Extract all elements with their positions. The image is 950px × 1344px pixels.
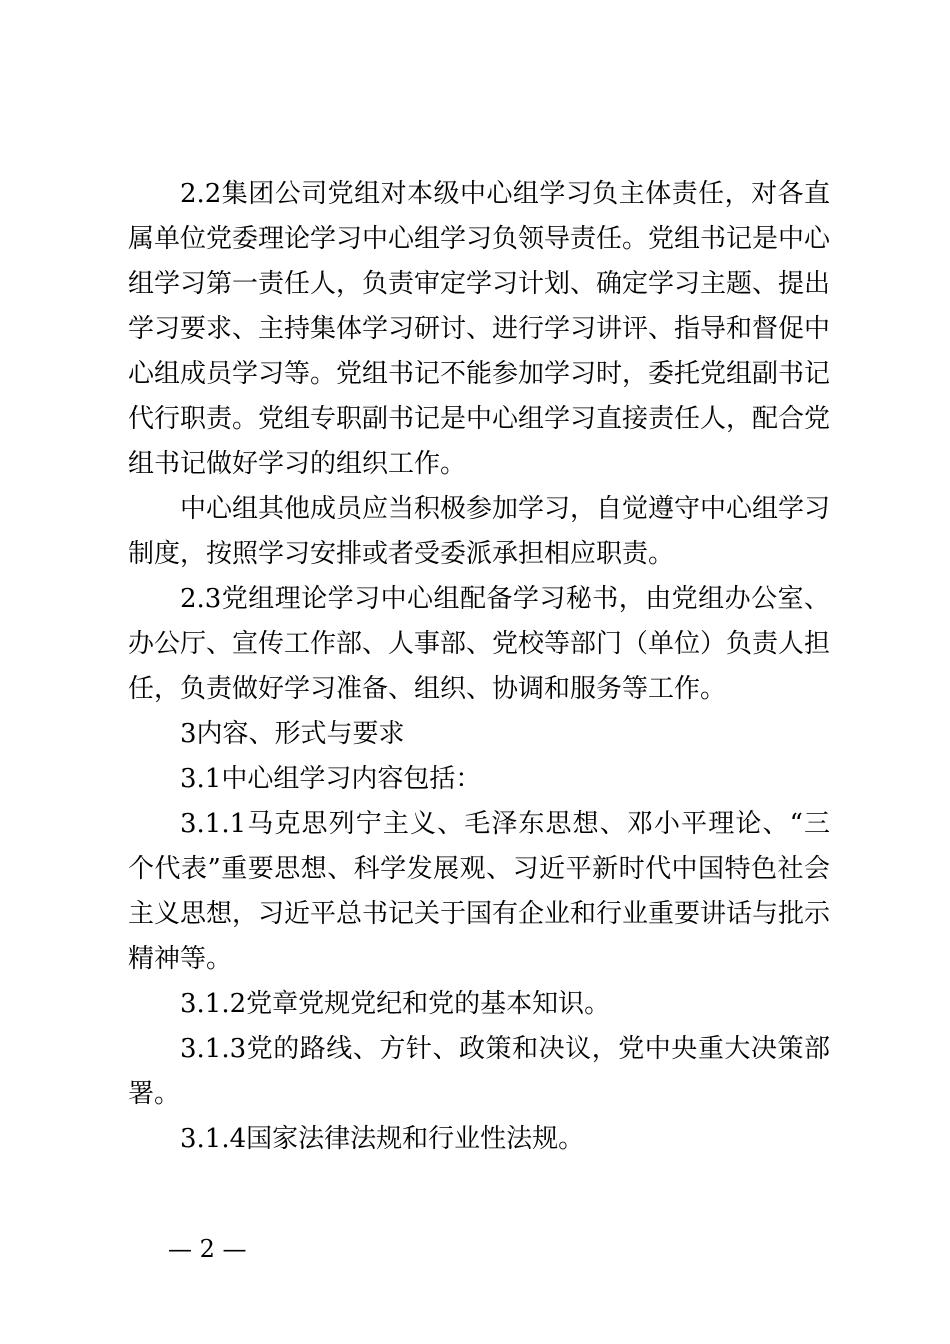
paragraph-3-1-4: 3.1.4国家法律法规和行业性法规。 [180,1124,585,1154]
document-body [128,172,830,1162]
page-number: — 2 — [168,1235,247,1263]
paragraph-2-3: 2.3党组理论学习中心组配备学习秘书，由党组办公室、办公厅、宣传工作部、人事部、党校等部门（单位）负责人担任，负责做好学习准备、组织、协调和服务等工作。 [128,584,831,704]
paragraph-members: 中心组其他成员应当积极参加学习，自觉遵守中心组学习制度，按照学习安排或者受委派承担相应职责。 [128,494,831,569]
paragraph-2-2: 2.2集团公司党组对本级中心组学习负主体责任，对各直属单位党委理论学习中心组学习负领导责任。党组书记是中心组学习第一责任人，负责审定学习计划、确定学习主题、提出学习要求、主持集体学习研讨、进行学习讲评、指导和督促中心组成员学习等。党组书记不能参加学习时，委托党组副书记代行职责。党组专职副书记是中心组学习直接责任人，配合党组书记做好学习的组织工作。 [128,179,831,479]
section-heading-3: 3内容、形式与要求 [180,719,405,749]
paragraph-3-1-1: 3.1.1马克思列宁主义、毛泽东思想、邓小平理论、“三个代表”重要思想、科学发展观、习近平新时代中国特色社会主义思想，习近平总书记关于国有企业和行业重要讲话与批示精神等。 [128,809,831,974]
paragraph-3-1-2: 3.1.2党章党规党纪和党的基本知识。 [180,989,611,1019]
paragraph-3-1: 3.1中心组学习内容包括： [180,764,482,794]
paragraph-3-1-3: 3.1.3党的路线、方针、政策和决议，党中央重大决策部署。 [128,1034,830,1109]
